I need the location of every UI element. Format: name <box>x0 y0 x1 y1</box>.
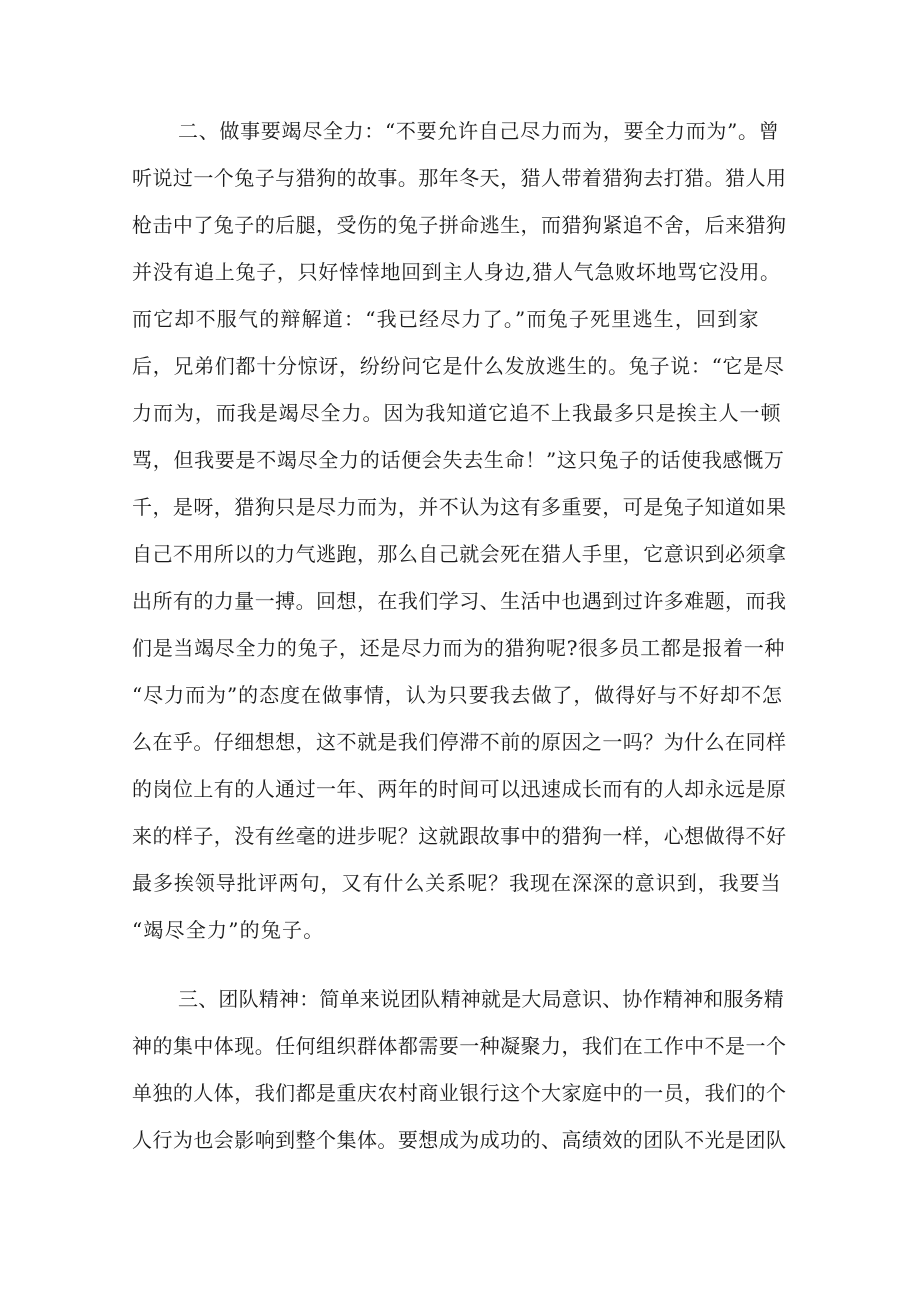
text-line: 千，是呀，猎狗只是尽力而为，并不认为这有多重要，可是兔子知道如果 <box>132 495 787 519</box>
text-line: 出所有的力量一搏。回想，在我们学习、生活中也遇到过许多难题，而我 <box>132 589 787 613</box>
text-line: 来的样子，没有丝毫的进步呢？这就跟故事中的猎狗一样，心想做得不好 <box>132 824 787 848</box>
text-line: 并没有追上兔子，只好悻悻地回到主人身边,猎人气急败坏地骂它没用。 <box>132 260 781 284</box>
text-line: 枪击中了兔子的后腿，受伤的兔子拼命逃生，而猎狗紧追不舍，后来猎狗 <box>132 213 787 237</box>
text-line: 最多挨领导批评两句，又有什么关系呢？我现在深深的意识到，我要当 <box>132 871 782 895</box>
text-line: 三、团队精神：简单来说团队精神就是大局意识、协作精神和服务精 <box>178 987 784 1011</box>
text-line: 么在乎。仔细想想，这不就是我们停滞不前的原因之一吗？为什么在同样 <box>132 730 787 754</box>
text-line: 二、做事要竭尽全力：“不要允许自己尽力而为，要全力而为”。曾 <box>178 119 780 143</box>
text-line: “竭尽全力”的兔子。 <box>132 918 325 942</box>
text-line: 骂，但我要是不竭尽全力的话便会失去生命！”这只兔子的话使我感慨万 <box>132 448 785 472</box>
text-line: 听说过一个兔子与猎狗的故事。那年冬天，猎人带着猎狗去打猎。猎人用 <box>132 166 787 190</box>
text-line: 单独的人体，我们都是重庆农村商业银行这个大家庭中的一员，我们的个 <box>132 1081 787 1105</box>
text-line: “尽力而为”的态度在做事情，认为只要我去做了，做得好与不好却不怎 <box>132 683 783 707</box>
text-line: 而它却不服气的辩解道：“我已经尽力了。”而兔子死里逃生，回到家 <box>132 307 760 331</box>
text-line: 后，兄弟们都十分惊讶，纷纷问它是什么发放逃生的。兔子说：“它是尽 <box>132 354 785 378</box>
text-line: 的岗位上有的人通过一年、两年的时间可以迅速成长而有的人却永远是原 <box>132 777 787 801</box>
text-line: 们是当竭尽全力的兔子，还是尽力而为的猎狗呢?很多员工都是报着一种 <box>132 636 786 660</box>
text-line: 人行为也会影响到整个集体。要想成为成功的、高绩效的团队不光是团队 <box>132 1128 787 1152</box>
text-line: 自己不用所以的力气逃跑，那么自己就会死在猎人手里，它意识到必须拿 <box>132 542 787 566</box>
text-line: 力而为，而我是竭尽全力。因为我知道它追不上我最多只是挨主人一顿 <box>132 401 782 425</box>
text-line: 神的集中体现。任何组织群体都需要一种凝聚力，我们在工作中不是一个 <box>132 1034 787 1058</box>
